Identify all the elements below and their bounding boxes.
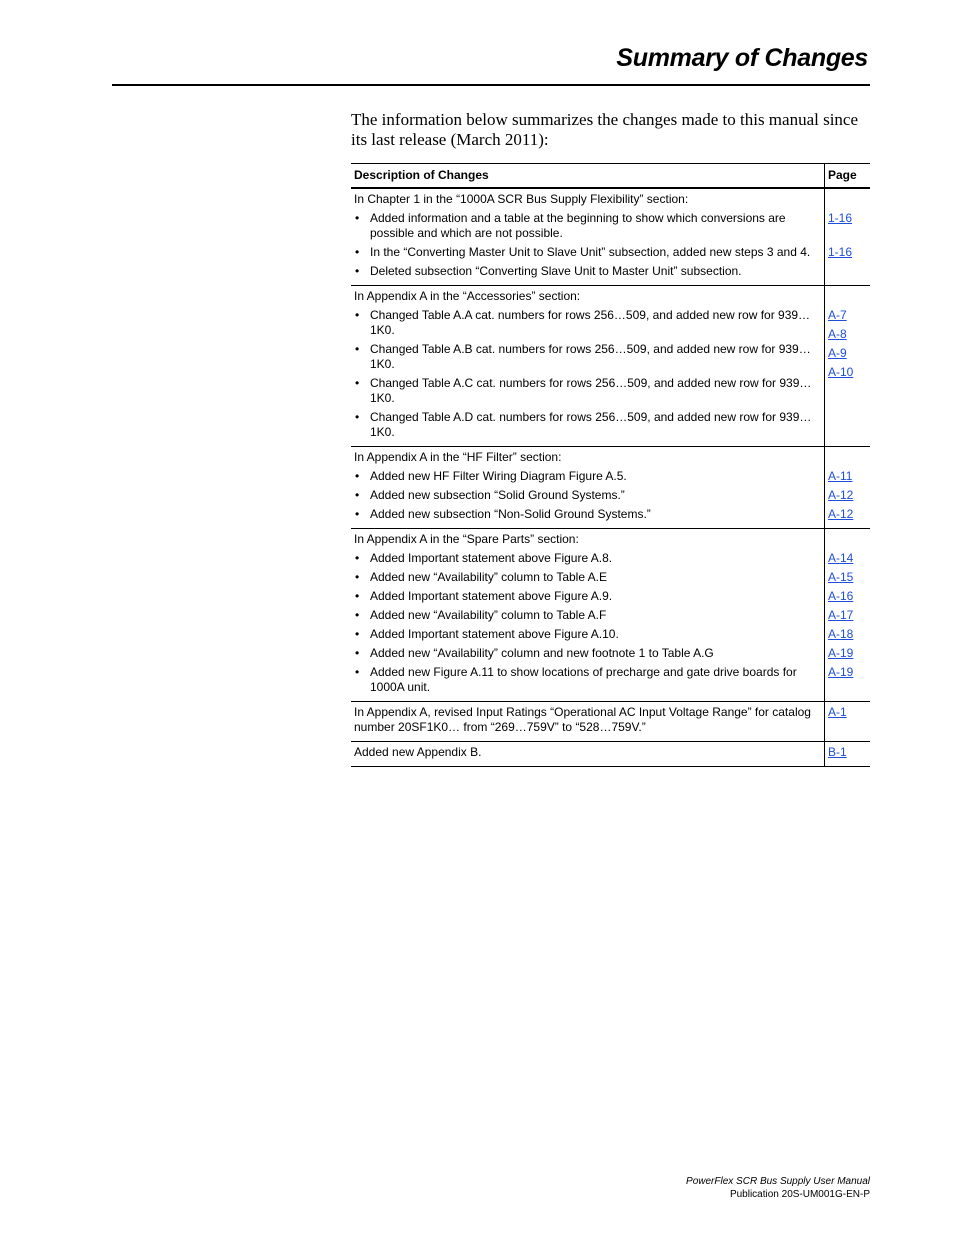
bullet-icon: • [355, 308, 360, 322]
list-item: • In the “Converting Master Unit to Slave Unit” subsection, added new steps 3 and 4. [355, 245, 811, 259]
bullet-icon: • [355, 627, 360, 641]
page-link[interactable]: A-19 [828, 646, 854, 660]
bullet-icon: • [355, 469, 360, 483]
description-cell [351, 286, 825, 447]
table-row [351, 286, 870, 447]
table-row [351, 702, 870, 742]
description-cell [351, 702, 825, 742]
list-item: • Added Important statement above Figure A.9. [355, 589, 613, 603]
bullet-icon: • [355, 376, 360, 390]
bullet-icon: • [355, 488, 360, 502]
description-cell [351, 742, 825, 767]
list-item: • Added information and a table at the beginning to show which conversions are possible and which are not possible. [355, 211, 786, 240]
page-title: Summary of Changes [616, 44, 868, 72]
bullet-icon: • [355, 211, 360, 225]
page-link[interactable]: 1-16 [828, 245, 853, 259]
page-link[interactable]: A-16 [828, 589, 854, 603]
page-link[interactable]: A-17 [828, 608, 854, 622]
footer-publication-number: Publication 20S-UM001G-EN-P [729, 1189, 870, 1200]
bullet-icon: • [355, 551, 360, 565]
page-link[interactable]: A-1 [828, 705, 847, 719]
list-item: • Added Important statement above Figure A.8. [355, 551, 613, 565]
page-cell [825, 529, 871, 702]
column-header-description: Description of Changes [351, 164, 825, 189]
page-cell [825, 742, 871, 767]
footer-manual-title: PowerFlex SCR Bus Supply User Manual [686, 1176, 870, 1187]
bullet-icon: • [355, 507, 360, 521]
page-link[interactable]: A-9 [828, 346, 847, 360]
description-cell [351, 188, 825, 286]
description-cell [351, 447, 825, 529]
table-row [351, 188, 870, 286]
page-footer [686, 1175, 870, 1201]
page-link[interactable]: A-10 [828, 365, 854, 379]
page-cell [825, 286, 871, 447]
list-item: • Added new subsection “Non-Solid Ground Systems.” [355, 507, 651, 521]
page-link[interactable]: A-12 [828, 507, 854, 521]
bullet-icon: • [355, 245, 360, 259]
bullet-icon: • [355, 646, 360, 660]
page-link[interactable]: A-7 [828, 308, 847, 322]
page-cell [825, 447, 871, 529]
list-item: • Added new “Availability” column to Table A.F [355, 608, 607, 622]
bullet-icon: • [355, 608, 360, 622]
list-item: • Changed Table A.B cat. numbers for rows 256…509, and added new row for 939…1K0. [355, 342, 811, 371]
page-link[interactable]: 1-16 [828, 211, 853, 225]
title-rule [112, 84, 870, 86]
change-description: In Appendix A, revised Input Ratings “Operational AC Input Voltage Range” for catalog number 20SF1K0… from “269…759V” to “528…759V.” [354, 705, 811, 734]
list-item: • Added new “Availability” column and new footnote 1 to Table A.G [355, 646, 714, 660]
section-heading: In Appendix A in the “Accessories” section: [354, 289, 581, 303]
change-list [354, 469, 821, 522]
page-link[interactable]: A-15 [828, 570, 854, 584]
list-item: • Added new HF Filter Wiring Diagram Figure A.5. [355, 469, 627, 483]
list-item: • Changed Table A.A cat. numbers for rows 256…509, and added new row for 939…1K0. [355, 308, 811, 337]
page-link[interactable]: B-1 [828, 745, 847, 759]
list-item: • Added new Figure A.11 to show locations of precharge and gate drive boards for 1000A unit. [355, 665, 797, 694]
table-row [351, 447, 870, 529]
page-link[interactable]: A-12 [828, 488, 854, 502]
page-link[interactable]: A-18 [828, 627, 854, 641]
page-link[interactable]: A-8 [828, 327, 847, 341]
list-item: • Added new “Availability” column to Table A.E [355, 570, 608, 584]
change-description: Added new Appendix B. [354, 745, 482, 759]
page-link[interactable]: A-19 [828, 665, 854, 679]
change-list [354, 211, 821, 279]
bullet-icon: • [355, 665, 360, 679]
list-item: • Changed Table A.C cat. numbers for rows 256…509, and added new row for 939…1K0. [355, 376, 812, 405]
bullet-icon: • [355, 342, 360, 356]
section-heading: In Appendix A in the “HF Filter” section: [354, 450, 562, 464]
change-list [354, 551, 821, 695]
table-row [351, 742, 870, 767]
bullet-icon: • [355, 570, 360, 584]
intro-paragraph: The information below summarizes the changes made to this manual since its last release (March 2011): [351, 110, 859, 149]
page-cell [825, 702, 871, 742]
page-cell [825, 188, 871, 286]
changes-table [351, 163, 870, 767]
page-link[interactable]: A-14 [828, 551, 854, 565]
page-link[interactable]: A-11 [828, 469, 853, 483]
bullet-icon: • [355, 410, 360, 424]
description-cell [351, 529, 825, 702]
column-header-page: Page [825, 164, 871, 189]
table-row [351, 529, 870, 702]
list-item: • Added new subsection “Solid Ground Systems.” [355, 488, 625, 502]
table-header-row [351, 164, 870, 189]
bullet-icon: • [355, 264, 360, 278]
list-item: • Added Important statement above Figure A.10. [355, 627, 619, 641]
bullet-icon: • [355, 589, 360, 603]
list-item: • Changed Table A.D cat. numbers for rows 256…509, and added new row for 939…1K0. [355, 410, 812, 439]
list-item: • Deleted subsection “Converting Slave Unit to Master Unit” subsection. [355, 264, 742, 278]
change-list [354, 308, 821, 440]
section-heading: In Chapter 1 in the “1000A SCR Bus Supply Flexibility” section: [354, 192, 689, 206]
section-heading: In Appendix A in the “Spare Parts” section: [354, 532, 579, 546]
